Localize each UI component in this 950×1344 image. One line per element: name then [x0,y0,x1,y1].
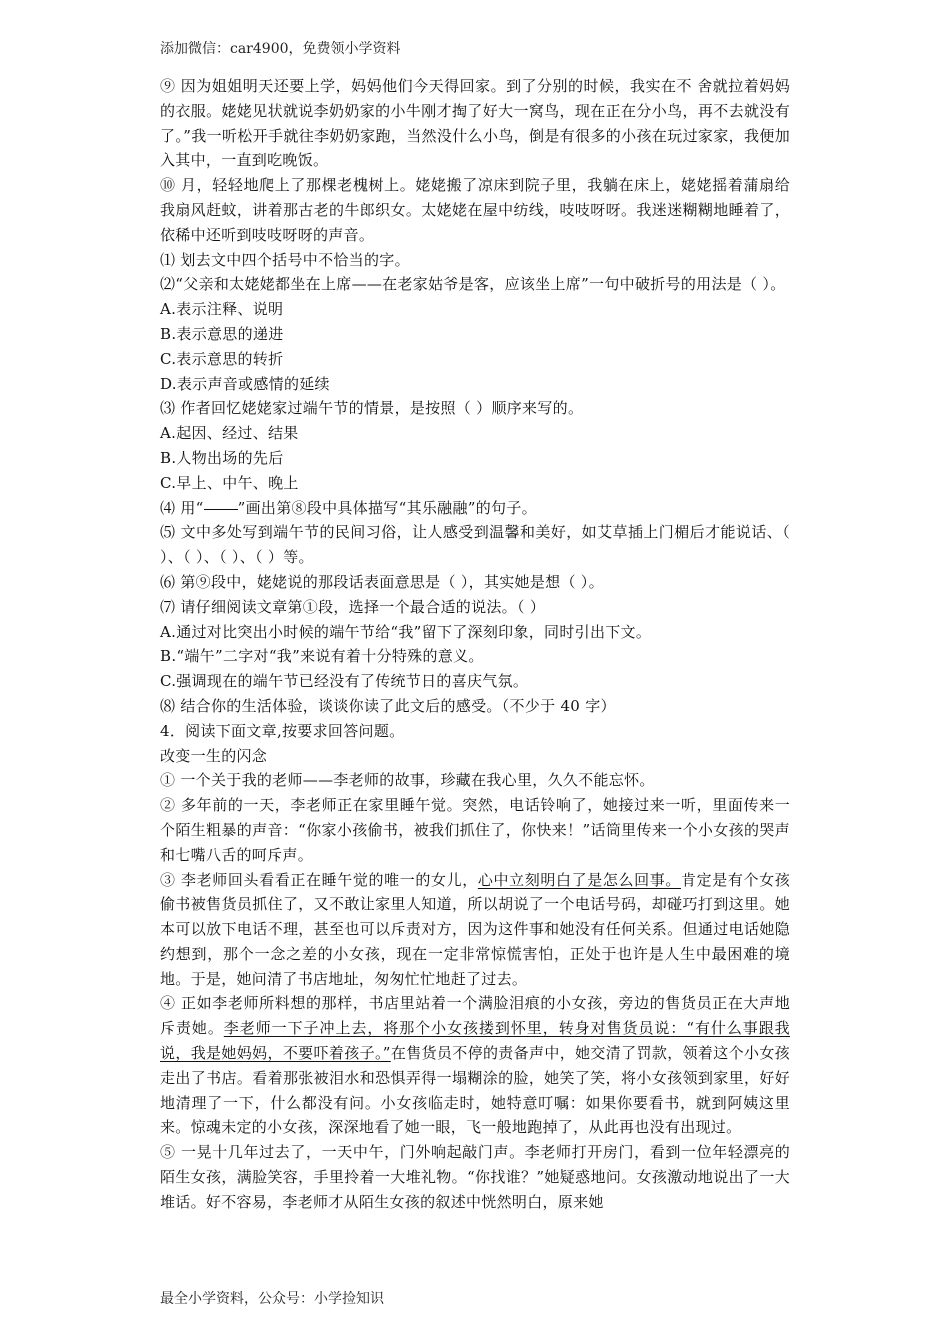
article-paragraph-3-start: ③ 李老师回头看看正在睡午觉的唯一的女儿， [160,870,478,889]
question-3-option-c: C.早上、中午、晚上 [160,473,299,492]
question-3-option-a: A.起因、经过、结果 [160,424,299,443]
question-2-option-d: D.表示声音或感情的延续 [160,374,330,393]
article-paragraph-1: ① 一个关于我的老师——李老师的故事，珍藏在我心里，久久不能忘怀。 [160,771,655,790]
question-8: ⑻ 结合你的生活体验，谈谈你读了此文后的感受。（不少于 40 字） [160,696,616,715]
article-title: 改变一生的闪念 [160,746,268,765]
question-7: ⑺ 请仔细阅读文章第①段，选择一个最合适的说法。（ ） [160,597,546,616]
question-1: ⑴ 划去文中四个括号中不恰当的字。 [160,250,410,269]
article-paragraph-4-start: ④ 正如李老师所料想的那样，书店里站着一个满脸泪痕的小女孩，旁边的售货员正在大声地斥责她。 [160,994,790,1038]
question-2: ⑵“父亲和太姥姥都坐在上席——在老家姑爷是客，应该坐上席”一句中破折号的用法是（ ）。 [160,275,786,294]
underline-blank [204,509,238,510]
document-body [160,74,790,1215]
article-paragraph-5: ⑤ 一晃十几年过去了，一天中午，门外响起敲门声。李老师打开房门，看到一位年轻漂亮的陌生女孩，满脸笑容，手里拎着一大堆礼物。“你找谁？”她疑惑地问。女孩激动地说出了一大堆话。好不容易，李老师才从陌生女孩的叙述中恍然明白，原来她 [160,1143,790,1211]
question-3: ⑶ 作者回忆姥姥家过端午节的情景，是按照（ ）顺序来写的。 [160,399,584,418]
paragraph-10: ⑩ 月，轻轻地爬上了那棵老槐树上。姥姥搬了凉床到院子里，我躺在床上，姥姥摇着蒲扇给我扇风赶蚊，讲着那古老的牛郎织女。太姥姥在屋中纺线，吱吱呀呀。我迷迷糊糊地睡着了，依稀中还听到吱吱呀呀的声音。 [160,176,790,244]
question-7-option-b: B.“端午”二字对“我”来说有着十分特殊的意义。 [160,647,484,666]
question-4-suffix: ”画出第⑧段中具体描写“其乐融融”的句子。 [237,498,537,517]
page-header: 添加微信：car4900，免费领小学资料 [160,41,401,57]
underlined-sentence-2: 李老师一下子冲上去，将那个小女孩搂到怀里，转身对售货员说：“有什么事跟我说，我是她妈妈，不要吓着孩子。” [160,1019,790,1063]
question-5: ⑸ 文中多处写到端午节的民间习俗，让人感受到温馨和美好，如艾草插上门楣后才能说话、（ ）、（ ）、（ ）、（ ）等。 [160,523,790,567]
article-paragraph-4 [160,991,790,1140]
question-2-option-c: C.表示意思的转折 [160,349,284,368]
question-3-option-b: B.人物出场的先后 [160,448,284,467]
underlined-sentence-1: 心中立刻明白了是怎么回事。 [477,870,681,889]
question-4 [160,496,790,521]
section-4-heading: 4．阅读下面文章,按要求回答问题。 [160,721,405,740]
paragraph-9: ⑨ 因为姐姐明天还要上学，妈妈他们今天得回家。到了分别的时候，我实在不 舍就拉着妈妈的衣服。姥姥见状就说李奶奶家的小牛刚才掏了好大一窝鸟，现在正在分小鸟，再不去就没有了。”我一听松开手就往李奶奶家跑，当然没什么小鸟，倒是有很多的小孩在玩过家家，我便加入其中，一直到吃晚饭。 [160,77,790,170]
question-2-option-b: B.表示意思的递进 [160,324,284,343]
question-7-option-a: A.通过对比突出小时候的端午节给“我”留下了深刻印象，同时引出下文。 [160,622,652,641]
article-paragraph-3-rest: 肯定是有个女孩偷书被售货员抓住了，又不敢让家里人知道，所以胡说了一个电话号码，却碰巧打到这里。她本可以放下电话不理，甚至也可以斥责对方，因为这件事和她没有任何关系。但通过电话她隐约想到，那个一念之差的小女孩，现在一定非常惊慌害怕，正处于也许是人生中最困难的境地。于是，她问清了书店地址，匆匆忙忙地赶了过去。 [160,870,791,988]
article-paragraph-3 [160,868,790,992]
article-paragraph-4-rest: 在售货员不停的责备声中，她交清了罚款，领着这个小女孩走出了书店。看着那张被泪水和恐惧弄得一塌糊涂的脸，她笑了笑，将小女孩领到家里，好好地清理了一下，什么都没有问。小女孩临走时，她特意叮嘱：如果你要看书，就到阿姨这里来。惊魂未定的小女孩，深深地看了她一眼，飞一般地跑掉了，从此再也没有出现过。 [160,1044,790,1137]
question-4-prefix: ⑷ 用“ [160,498,204,517]
question-7-option-c: C.强调现在的端午节已经没有了传统节日的喜庆气氛。 [160,672,529,691]
question-2-option-a: A.表示注释、说明 [160,300,284,319]
question-6: ⑹ 第⑨段中，姥姥说的那段话表面意思是（ ），其实她是想（ ）。 [160,572,604,591]
page-footer: 最全小学资料，公众号：小学捡知识 [160,1291,384,1307]
article-paragraph-2: ② 多年前的一天，李老师正在家里睡午觉。突然，电话铃响了，她接过来一听，里面传来一个陌生粗暴的声音：“你家小孩偷书，被我们抓住了，你快来！”话筒里传来一个小女孩的哭声和七嘴八舌的呵斥声。 [160,796,790,864]
